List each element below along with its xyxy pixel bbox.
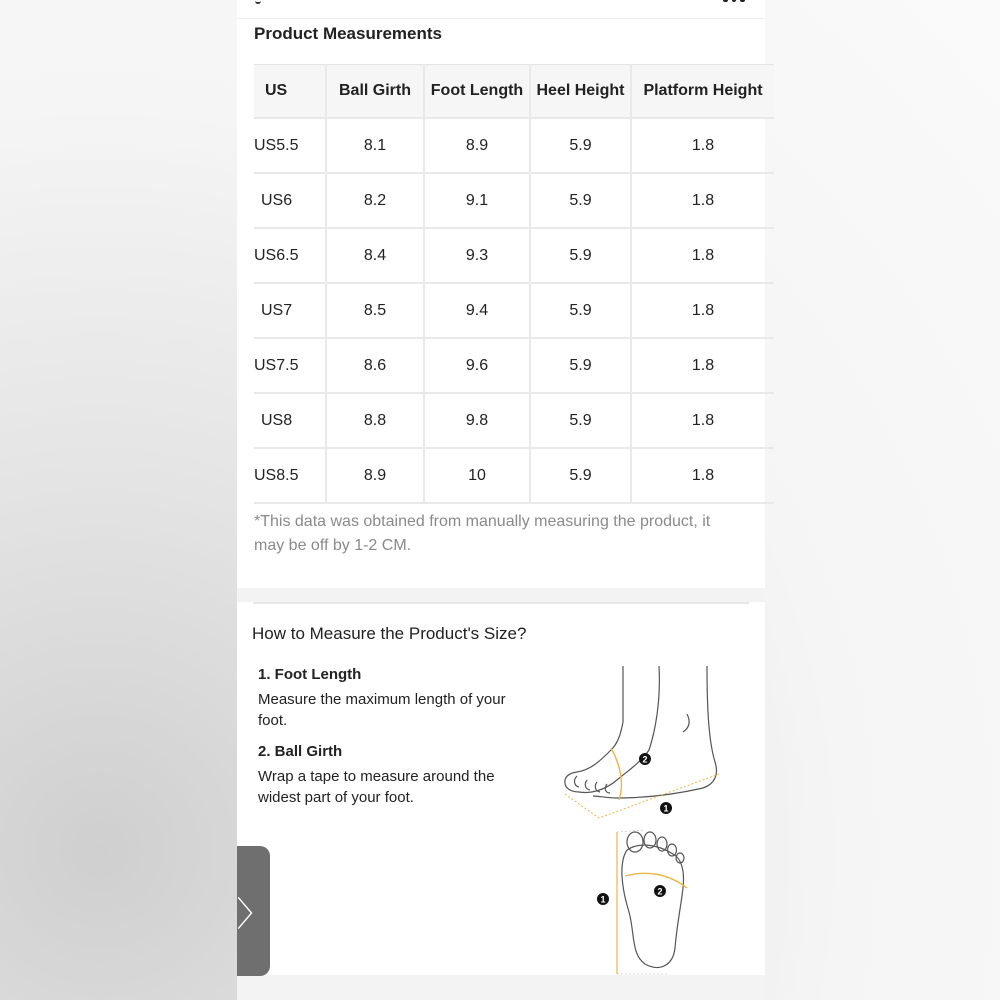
ball-girth-line-side [611,748,621,800]
cell-ball-girth: 8.9 [326,448,424,503]
cell-platform-height: 1.8 [631,283,774,338]
cell-platform-height: 1.8 [631,393,774,448]
cell-ball-girth: 8.8 [326,393,424,448]
step-description: Measure the maximum length of your foot. [258,691,506,729]
cell-foot-length: 9.1 [424,173,530,228]
table-row [254,283,774,338]
table-row [254,393,774,448]
step-heading: 2. Ball Girth [258,743,343,760]
step-ball-girth [258,743,528,808]
cell-heel-height: 5.9 [530,118,631,173]
cell-heel-height: 5.9 [530,228,631,283]
cell-platform-height: 1.8 [631,118,774,173]
cell-size: US5.5 [254,118,326,173]
foot-measurement-illustration [557,662,747,974]
cell-size: US6 [254,173,326,228]
top-edge [237,0,765,19]
measurements-card [237,0,765,588]
cell-platform-height: 1.8 [631,338,774,393]
how-to-measure-card [237,602,765,975]
cell-size: US8.5 [254,448,326,503]
cell-foot-length: 9.6 [424,338,530,393]
cell-platform-height: 1.8 [631,448,774,503]
table-row [254,228,774,283]
header-heel-height: Heel Height [530,65,631,119]
cell-size: US6.5 [254,228,326,283]
divider [253,602,749,604]
step-description: Wrap a tape to measure around the widest part of your foot. [258,768,495,806]
cell-foot-length: 10 [424,448,530,503]
cell-size: US8 [254,393,326,448]
marker-1-label: 1 [600,894,606,905]
section-title: Product Measurements [254,24,442,43]
foot-length-line-side [565,774,719,818]
marker-1-label: 1 [663,803,669,814]
cell-ball-girth: 8.4 [326,228,424,283]
cell-heel-height: 5.9 [530,283,631,338]
measurement-disclaimer: *This data was obtained from manually measuring the product, it may be off by 1-2 CM. [254,513,711,554]
cell-size: US7.5 [254,338,326,393]
chevron-right-icon: 〉 [236,895,271,934]
cell-heel-height: 5.9 [530,173,631,228]
foot-top-view [622,832,684,967]
marker-2-label: 2 [657,886,663,897]
cell-ball-girth: 8.6 [326,338,424,393]
header-foot-length: Foot Length [424,65,530,119]
partial-icon-right [723,0,745,2]
foot-side-view [565,666,717,798]
cell-heel-height: 5.9 [530,448,631,503]
cell-ball-girth: 8.2 [326,173,424,228]
cell-ball-girth: 8.1 [326,118,424,173]
header-us: US [254,65,326,119]
next-image-button[interactable] [237,846,270,976]
ball-girth-line-top [625,873,687,888]
cell-foot-length: 9.4 [424,283,530,338]
cell-foot-length: 9.8 [424,393,530,448]
cell-size: US7 [254,283,326,338]
marker-2-label: 2 [642,754,648,765]
header-platform-height: Platform Height [631,65,774,119]
table-row [254,173,774,228]
table-row [254,118,774,173]
cell-foot-length: 8.9 [424,118,530,173]
cell-heel-height: 5.9 [530,393,631,448]
table-row [254,338,774,393]
cell-heel-height: 5.9 [530,338,631,393]
cell-platform-height: 1.8 [631,228,774,283]
cell-platform-height: 1.8 [631,173,774,228]
cell-foot-length: 9.3 [424,228,530,283]
table-header-row [254,65,774,119]
partial-icon-left [255,0,261,4]
cell-ball-girth: 8.5 [326,283,424,338]
how-to-title: How to Measure the Product's Size? [252,624,527,643]
header-ball-girth: Ball Girth [326,65,424,119]
table-row [254,448,774,503]
step-heading: 1. Foot Length [258,666,362,683]
measurements-table-scroll[interactable] [254,64,763,494]
measurements-table [254,64,774,504]
step-foot-length [258,666,528,731]
foot-length-guide-top [617,830,667,974]
